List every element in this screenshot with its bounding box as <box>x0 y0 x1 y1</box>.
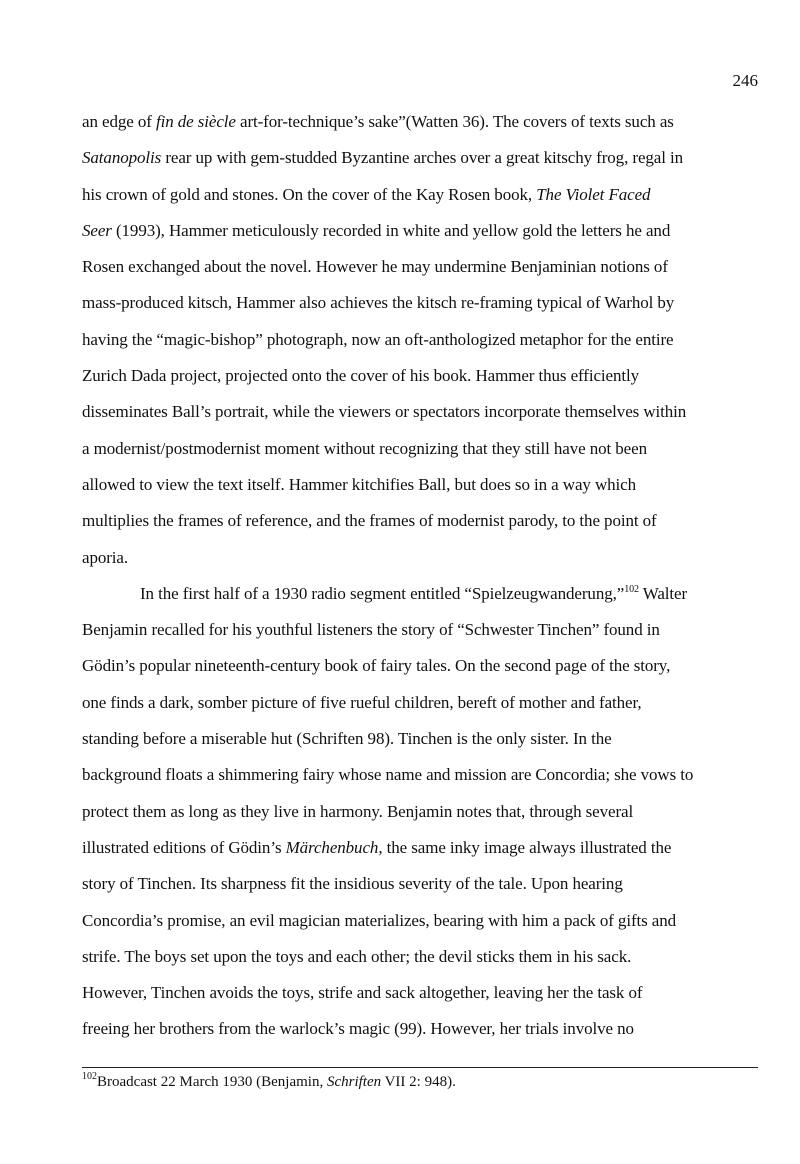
text-segment: protect them as long as they live in harmony. Benjamin notes that, through several <box>82 801 634 821</box>
body-text <box>82 104 758 1048</box>
italic-segment: Satanopolis <box>82 148 162 168</box>
text-segment: Zurich Dada project, projected onto the cover of his book. Hammer thus efficiently <box>82 366 640 386</box>
text-segment: story of Tinchen. Its sharpness fit the insidious severity of the tale. Upon hearing <box>82 874 623 894</box>
paragraph-2 <box>82 576 758 1048</box>
text-segment: Walter <box>638 583 688 603</box>
text-line <box>82 1011 758 1047</box>
text-segment: aporia. <box>82 547 129 567</box>
text-segment: art-for-technique’s sake”(Watten 36). The covers of texts such as <box>235 112 674 131</box>
footnote-text-after: VII 2: 948). <box>381 1074 456 1090</box>
text-segment: Concordia’s promise, an evil magician materializes, bearing with him a pack of gifts and <box>82 910 677 930</box>
text-line <box>82 757 758 793</box>
paragraph-1 <box>82 104 758 576</box>
text-segment: his crown of gold and stones. On the cover of the Kay Rosen book, <box>82 184 537 204</box>
text-segment: (1993), Hammer meticulously recorded in white and yellow gold the letters he and <box>111 220 671 240</box>
text-segment: Benjamin recalled for his youthful listeners the story of “Schwester Tinchen” found in <box>82 620 660 640</box>
text-line <box>82 104 758 140</box>
footnote-divider <box>82 1067 758 1068</box>
text-segment: illustrated editions of Gödin’s <box>82 837 286 857</box>
text-line <box>82 830 758 866</box>
text-segment: Rosen exchanged about the novel. However he may undermine Benjaminian notions of <box>82 257 668 277</box>
text-line <box>82 612 758 648</box>
text-line <box>82 903 758 939</box>
footnote-italic-title: Schriften <box>326 1074 382 1090</box>
text-segment: Gödin’s popular nineteenth-century book of fairy tales. On the second page of the story, <box>82 656 671 676</box>
text-line <box>82 503 758 539</box>
text-line <box>82 685 758 721</box>
text-segment: background floats a shimmering fairy whose name and mission are Concordia; she vows to <box>82 765 694 785</box>
text-line <box>82 177 758 213</box>
text-line <box>82 939 758 975</box>
text-line <box>82 975 758 1011</box>
text-line <box>82 249 758 285</box>
text-segment: freeing her brothers from the warlock’s magic (99). However, her trials involve no <box>82 1019 634 1039</box>
text-segment: an edge of <box>82 112 156 131</box>
text-segment: allowed to view the text itself. Hammer kitchifies Ball, but does so in a way which <box>82 474 636 494</box>
text-line <box>82 866 758 902</box>
text-segment: However, Tinchen avoids the toys, strife and sack altogether, leaving her the task of <box>82 983 643 1003</box>
footnote-reference: 102 <box>624 583 639 595</box>
italic-segment: fin de siècle <box>155 112 236 131</box>
text-line <box>82 576 758 612</box>
text-line <box>82 648 758 684</box>
text-segment: multiplies the frames of reference, and the frames of modernist parody, to the point of <box>82 511 657 531</box>
text-segment: a modernist/postmodernist moment without recognizing that they still have not been <box>82 438 647 458</box>
text-line <box>82 285 758 321</box>
text-segment: having the “magic-bishop” photograph, now an oft-anthologized metaphor for the entire <box>82 329 674 349</box>
italic-segment: Märchenbuch <box>285 837 379 857</box>
text-segment: , the same inky image always illustrated the <box>378 837 672 857</box>
footnote-text-before: Broadcast 22 March 1930 (Benjamin, <box>97 1074 327 1090</box>
text-line <box>82 394 758 430</box>
text-line <box>82 213 758 249</box>
text-segment: strife. The boys set upon the toys and each other; the devil sticks them in his sack. <box>82 946 632 966</box>
text-segment: disseminates Ball’s portrait, while the viewers or spectators incorporate themselves within <box>82 402 687 422</box>
text-segment: standing before a miserable hut (Schriften 98). Tinchen is the only sister. In the <box>82 729 612 749</box>
text-line <box>82 431 758 467</box>
text-line <box>82 794 758 830</box>
footnote <box>82 1071 456 1091</box>
text-line <box>82 467 758 503</box>
text-segment: one finds a dark, somber picture of five rueful children, bereft of mother and father, <box>82 692 642 712</box>
text-line <box>82 721 758 757</box>
text-segment: rear up with gem-studded Byzantine arches over a great kitschy frog, regal in <box>161 148 684 168</box>
text-line <box>82 358 758 394</box>
italic-segment: Seer <box>82 220 112 240</box>
italic-segment: The Violet Faced <box>536 184 651 204</box>
text-segment: In the first half of a 1930 radio segment entitled “Spielzeugwanderung,” <box>140 583 625 603</box>
text-line <box>82 140 758 176</box>
page-number: 246 <box>732 71 758 90</box>
text-line <box>82 322 758 358</box>
text-segment: mass-produced kitsch, Hammer also achieves the kitsch re-framing typical of Warhol by <box>82 293 675 313</box>
footnote-marker: 102 <box>82 1071 97 1082</box>
text-line <box>82 540 758 576</box>
